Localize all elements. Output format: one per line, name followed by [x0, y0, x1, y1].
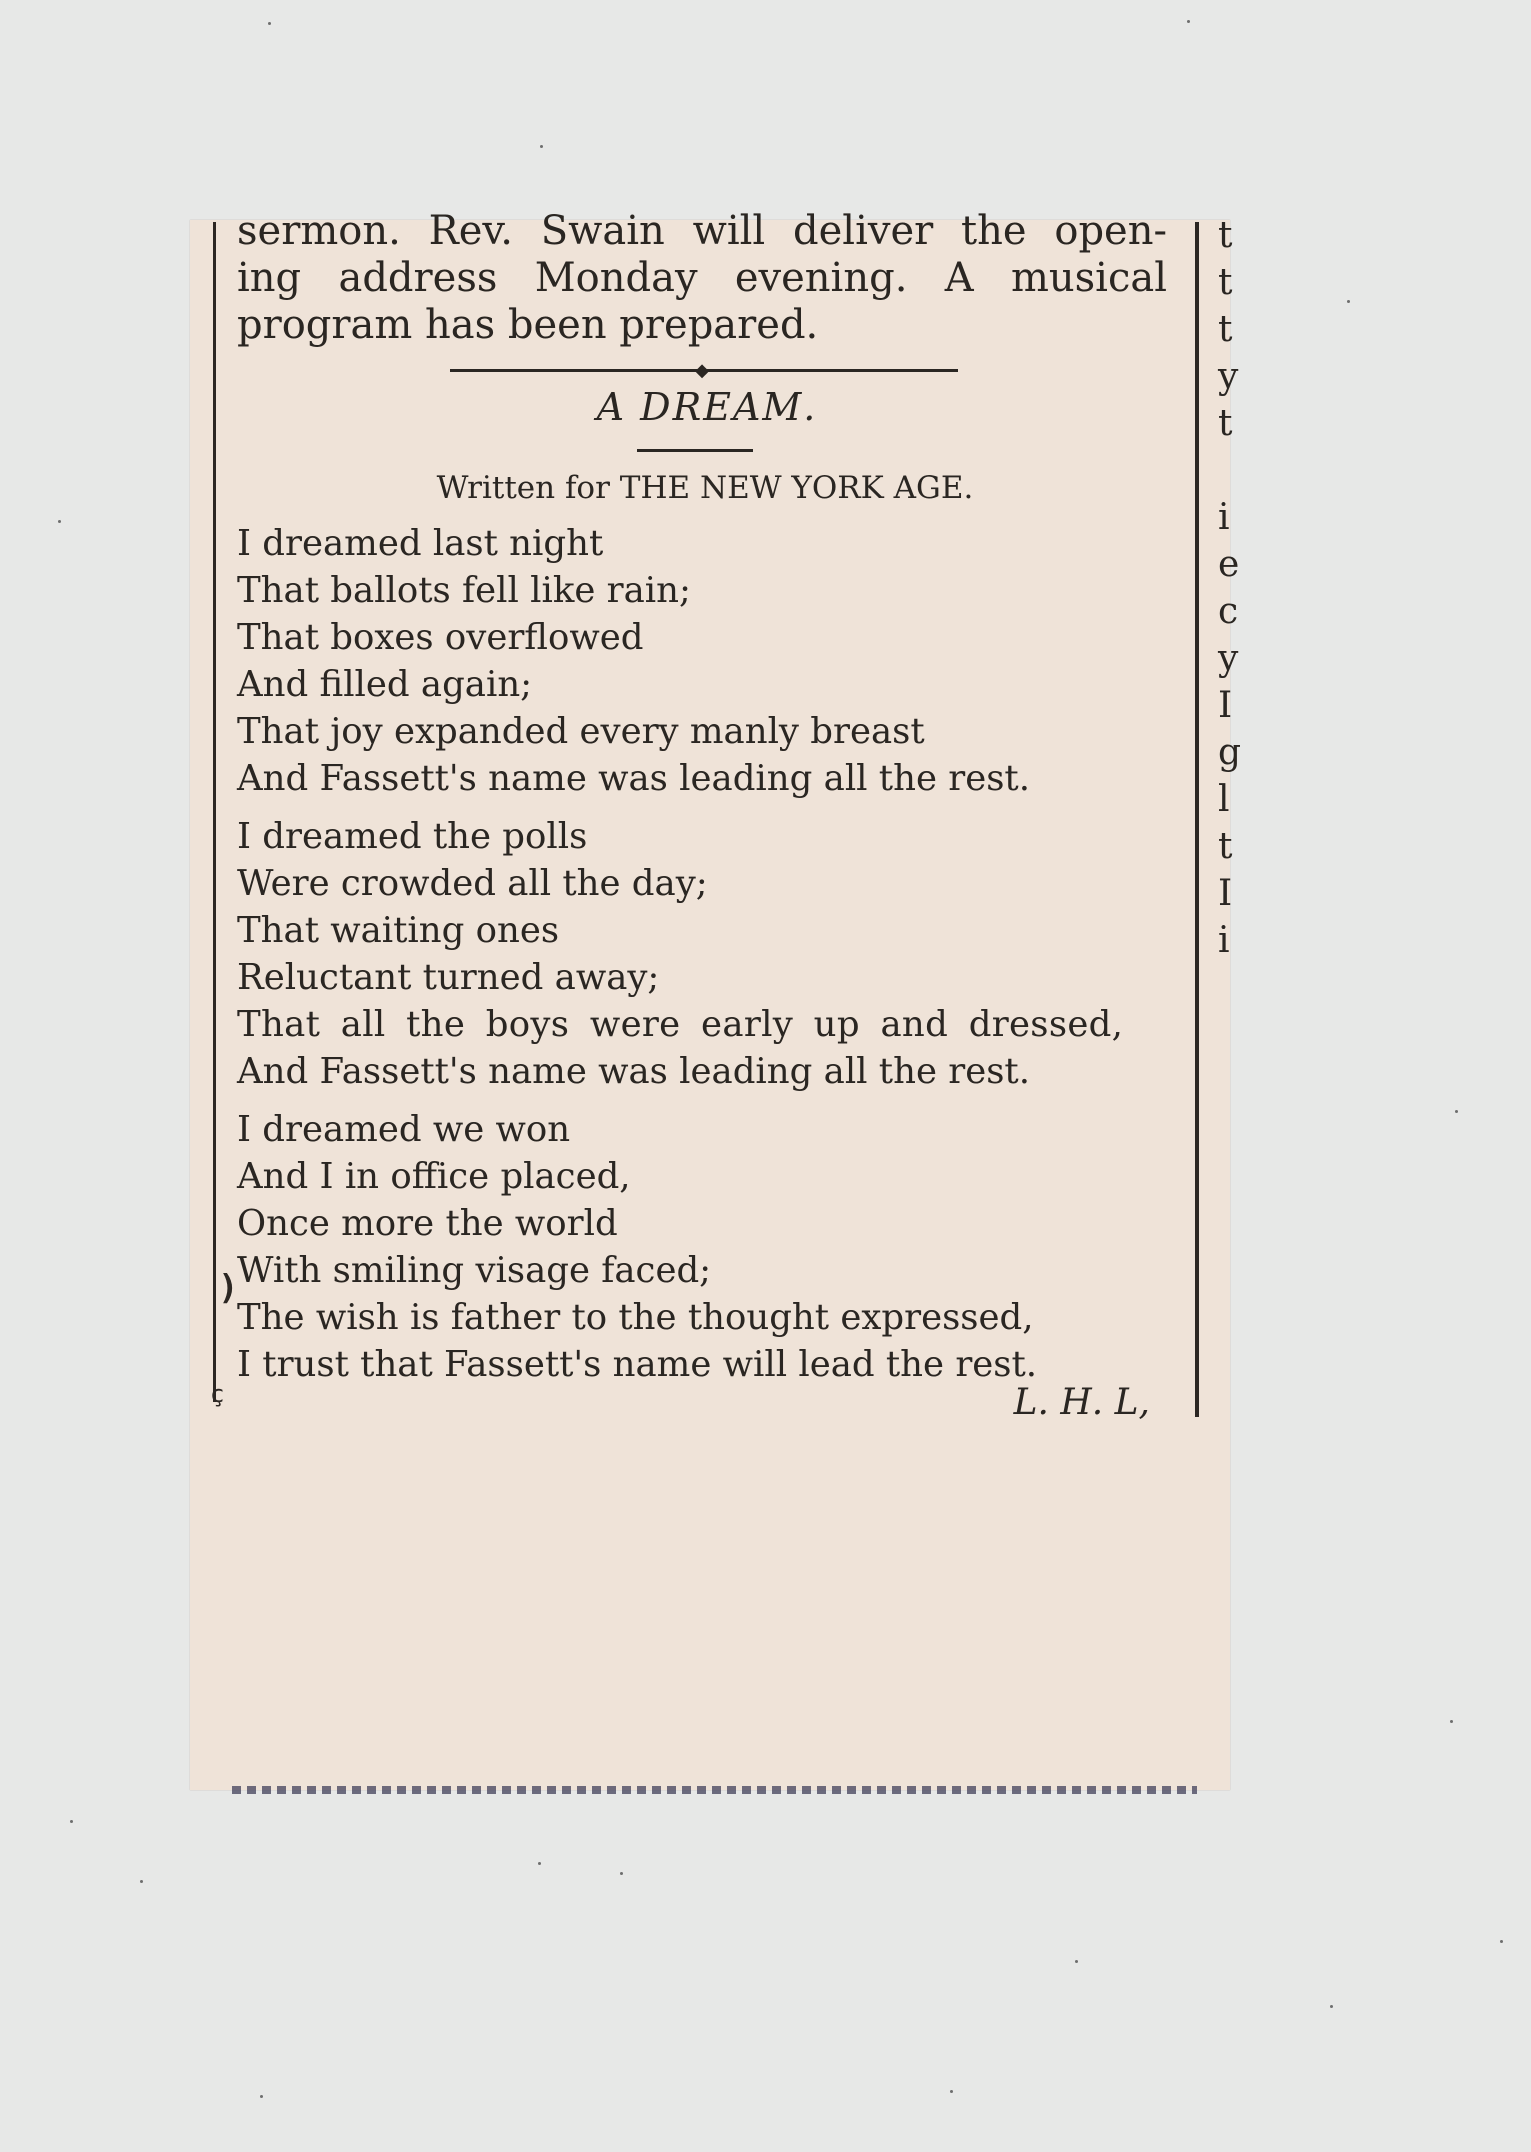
lead-paragraph — [237, 208, 1177, 349]
adjacent-letter: c — [1218, 591, 1239, 632]
speck — [70, 1820, 73, 1823]
poem-line: I dreamed the polls — [237, 816, 588, 857]
adjacent-column-fragment — [1218, 212, 1242, 964]
poem-line: That boxes overflowed — [237, 617, 644, 658]
adjacent-letter: y — [1218, 356, 1239, 397]
poem-line: I dreamed we won — [237, 1109, 571, 1150]
adjacent-letter: l — [1218, 779, 1230, 820]
speck — [268, 22, 271, 25]
speck — [1455, 1110, 1458, 1113]
adjacent-letter: t — [1218, 826, 1233, 867]
speck — [140, 1880, 143, 1883]
poem-line: That all the boys were early up and dressed, — [237, 1004, 1124, 1045]
adjacent-letter: t — [1218, 309, 1233, 350]
edge-mark: ) — [218, 1268, 239, 1308]
stanza — [237, 1106, 1177, 1388]
adjacent-letter: y — [1218, 638, 1239, 679]
adjacent-letter: t — [1218, 215, 1233, 256]
poem-line: Once more the world — [237, 1203, 618, 1244]
adjacent-letter: i — [1218, 920, 1230, 961]
title-rule — [637, 449, 753, 452]
clipping-torn-edge — [232, 1786, 1197, 1794]
lead-line: program has been prepared. — [237, 302, 819, 348]
speck — [58, 520, 61, 523]
adjacent-letter — [1218, 447, 1238, 494]
poem-line: And I in office placed, — [237, 1156, 631, 1197]
poem-line: That waiting ones — [237, 910, 560, 951]
poem-line: That joy expanded every manly breast — [237, 711, 925, 752]
speck — [1187, 20, 1190, 23]
lead-line: ing address Monday evening. A musical — [237, 255, 1167, 301]
speck — [1075, 1960, 1078, 1963]
article-byline: Written for THE NEW YORK AGE. — [436, 470, 974, 506]
adjacent-letter: t — [1218, 262, 1233, 303]
speck — [540, 145, 543, 148]
poem-line: And Fassett's name was leading all the rest. — [237, 1051, 1030, 1092]
speck — [538, 1862, 541, 1865]
poem-line: And filled again; — [237, 664, 533, 705]
adjacent-letter: t — [1218, 403, 1233, 444]
poem-line: That ballots fell like rain; — [237, 570, 691, 611]
divider-ornament: ◆ — [695, 360, 709, 381]
poem-line: The wish is father to the thought expressed, — [237, 1297, 1034, 1338]
poem-line: I dreamed last night — [237, 523, 604, 564]
speck — [620, 1872, 623, 1875]
adjacent-letter: i — [1218, 497, 1230, 538]
adjacent-letter: e — [1218, 544, 1240, 585]
poem-line: And Fassett's name was leading all the rest. — [237, 758, 1030, 799]
poem-line: With smiling visage faced; — [237, 1250, 712, 1291]
poem-line: Reluctant turned away; — [237, 957, 660, 998]
speck — [1347, 300, 1350, 303]
author-signature: L. H. L, — [1013, 1382, 1150, 1423]
speck — [1450, 1720, 1453, 1723]
column-rule-left — [213, 222, 216, 1402]
speck — [950, 2090, 953, 2093]
lead-line: sermon. Rev. Swain will deliver the open- — [237, 208, 1167, 254]
stanza — [237, 813, 1177, 1095]
poem — [237, 520, 1177, 1399]
adjacent-letter: g — [1218, 732, 1242, 773]
column-rule-right — [1195, 222, 1199, 1417]
poem-line: I trust that Fassett's name will lead the rest. — [237, 1344, 1038, 1385]
adjacent-letter: I — [1218, 873, 1233, 914]
edge-mark: ç — [210, 1380, 225, 1408]
stanza — [237, 520, 1177, 802]
adjacent-letter: I — [1218, 685, 1233, 726]
speck — [1330, 2005, 1333, 2008]
poem-line: Were crowded all the day; — [237, 863, 708, 904]
article-title: A DREAM. — [596, 385, 818, 429]
speck — [260, 2095, 263, 2098]
speck — [1500, 1940, 1503, 1943]
